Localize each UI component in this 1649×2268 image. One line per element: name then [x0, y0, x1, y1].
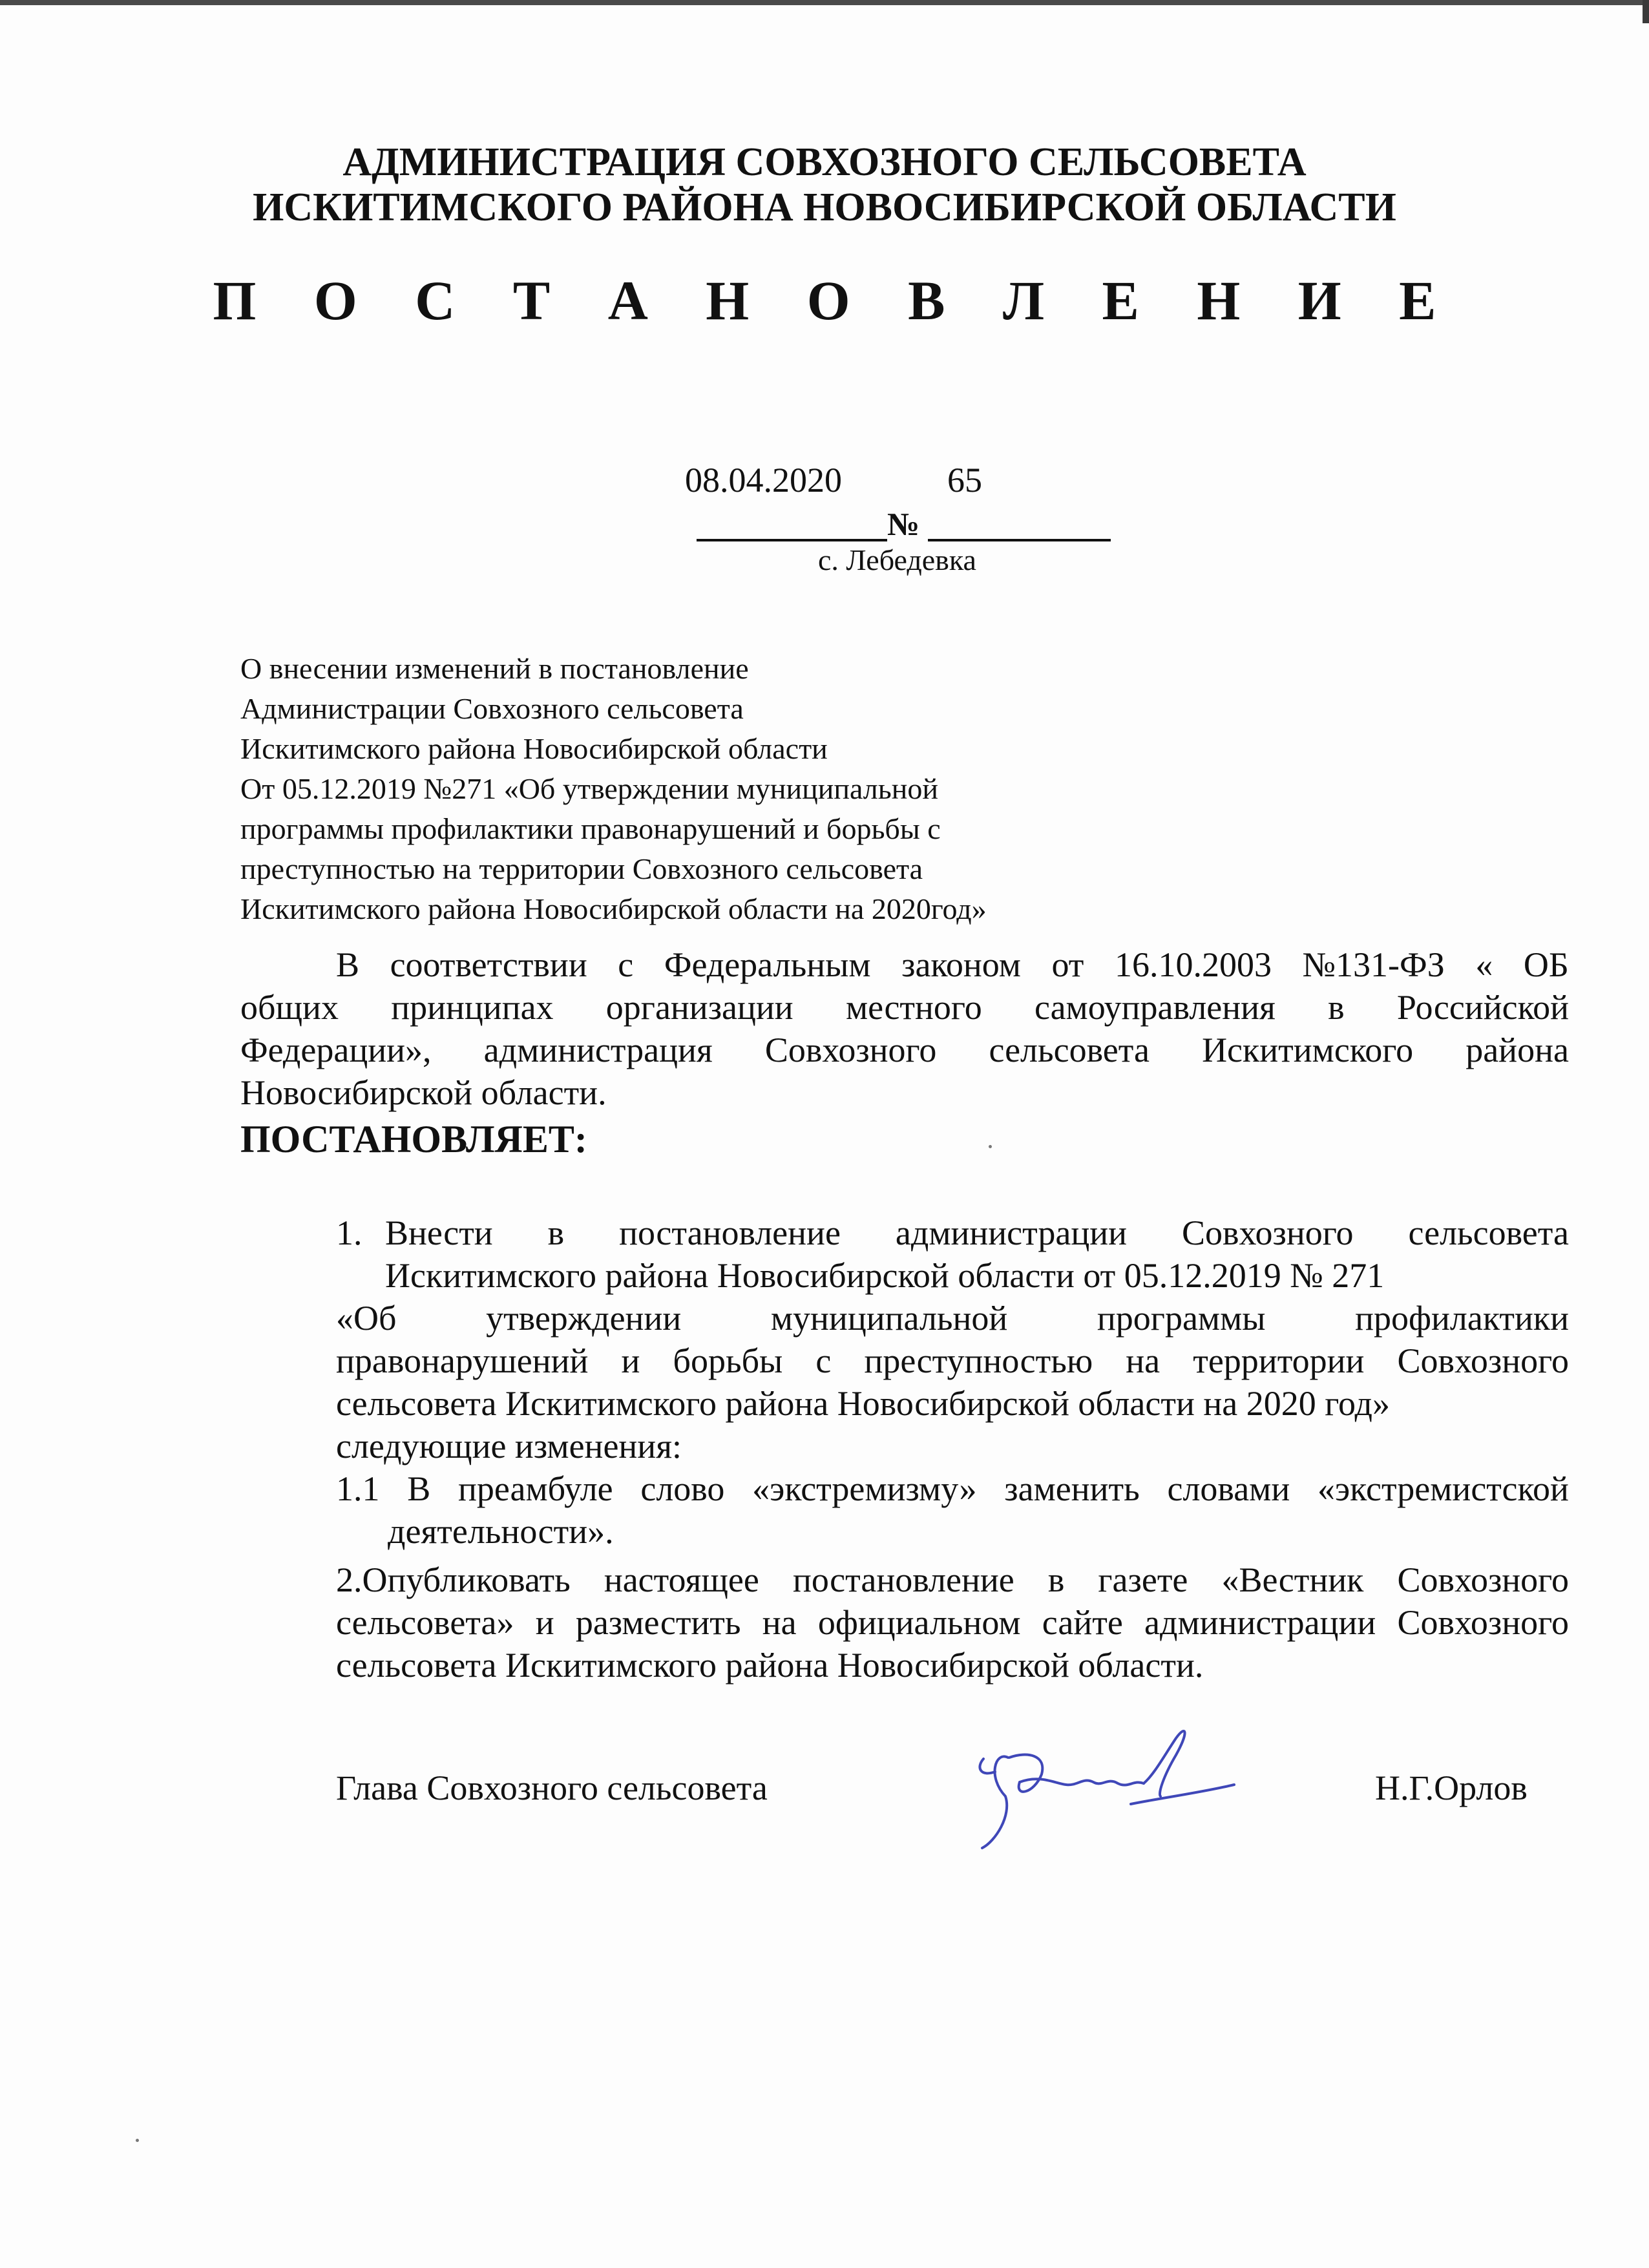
word: сельсовета	[989, 1031, 1150, 1069]
word: Совхозного	[1397, 1560, 1569, 1599]
word: словами	[1167, 1469, 1290, 1508]
item-2-line-2	[336, 1601, 1569, 1644]
word: в	[547, 1213, 565, 1252]
word: 1.1	[336, 1469, 380, 1508]
handwritten-signature	[969, 1712, 1241, 1861]
signatory-position: Глава Совхозного сельсовета	[336, 1769, 768, 1807]
word: программы	[1097, 1299, 1266, 1338]
signatory-name: Н.Г.Орлов	[1375, 1769, 1528, 1807]
word: сельсовета»	[336, 1603, 514, 1642]
preamble	[240, 943, 1569, 1114]
word: самоуправления	[1034, 988, 1276, 1027]
word: правонарушений	[336, 1341, 589, 1380]
word: на	[1126, 1341, 1161, 1380]
word: и	[621, 1341, 640, 1380]
word: В	[336, 945, 360, 984]
item-1-1-line-1	[336, 1467, 1569, 1510]
subject-line: программы профилактики правонарушений и борьбы с	[240, 812, 941, 845]
word: с	[618, 945, 634, 984]
scan-speck	[989, 1145, 992, 1148]
word: Внести	[385, 1213, 493, 1252]
word: заменить	[1004, 1469, 1140, 1508]
word: с	[815, 1341, 832, 1380]
item-1-line-3	[336, 1297, 1569, 1339]
word: профилактики	[1355, 1299, 1569, 1338]
number-underline	[928, 539, 1111, 541]
word: Совхозного	[1397, 1603, 1569, 1642]
word: администрация	[483, 1031, 713, 1069]
word: газете	[1098, 1560, 1188, 1599]
word: в	[1047, 1560, 1065, 1599]
word: администрации	[895, 1213, 1128, 1252]
word: В	[407, 1469, 431, 1508]
word: постановление	[619, 1213, 841, 1252]
scan-edge-top	[0, 0, 1649, 5]
word: на	[762, 1603, 797, 1642]
item-1-line-1	[385, 1212, 1569, 1254]
word: в	[1328, 988, 1345, 1027]
word: общих	[240, 988, 339, 1027]
word: принципах	[391, 988, 554, 1027]
item-1-line-2: Искитимского района Новосибирской области от 05.12.2019 № 271	[385, 1256, 1385, 1295]
scan-speck	[136, 2139, 139, 2142]
word: местного	[845, 988, 982, 1027]
subject-line: Искитимского района Новосибирской области на 2020год»	[240, 892, 987, 925]
preamble-line-1	[240, 943, 1569, 986]
preamble-line-2	[240, 986, 1569, 1029]
header-line-1: АДМИНИСТРАЦИЯ СОВХОЗНОГО СЕЛЬСОВЕТА	[342, 140, 1307, 184]
decree-word: ПОСТАНОВЛЯЕТ:	[240, 1118, 587, 1160]
word: «	[1475, 945, 1493, 984]
word: постановление	[792, 1560, 1014, 1599]
scan-edge-right	[1643, 0, 1649, 23]
word: «Об	[336, 1299, 397, 1338]
date-underline	[697, 539, 887, 541]
word: от	[1051, 945, 1084, 984]
word: Федеральным	[664, 945, 871, 984]
word: преамбуле	[458, 1469, 613, 1508]
header-line-2: ИСКИТИМСКОГО РАЙОНА НОВОСИБИРСКОЙ ОБЛАСТИ	[253, 185, 1396, 229]
document-number: 65	[947, 461, 982, 499]
word: «Вестник	[1221, 1560, 1364, 1599]
item-1-number: 1.	[336, 1213, 362, 1252]
word: преступностью	[864, 1341, 1093, 1380]
preamble-line-4: Новосибирской области.	[240, 1073, 607, 1112]
word: слово	[640, 1469, 725, 1508]
item-1-line-5: сельсовета Искитимского района Новосибирской области на 2020 год»	[336, 1384, 1390, 1423]
word: утверждении	[486, 1299, 682, 1338]
document-type-title: П О С Т А Н О В Л Е Н И Е	[213, 269, 1458, 331]
item-1-line-6: следующие изменения:	[336, 1427, 682, 1465]
word: организации	[605, 988, 793, 1027]
word: администрации	[1144, 1603, 1376, 1642]
document-date: 08.04.2020	[685, 461, 842, 499]
word: «экстремизму»	[752, 1469, 977, 1508]
item-2-line-3: сельсовета Искитимского района Новосибирской области.	[336, 1646, 1204, 1685]
place-of-issue: с. Лебедевка	[818, 543, 976, 576]
word: сельсовета	[1408, 1213, 1569, 1252]
word: Искитимского	[1202, 1031, 1414, 1069]
word: 16.10.2003	[1114, 945, 1272, 984]
subject-line: От 05.12.2019 №271 «Об утверждении муниципальной	[240, 772, 938, 805]
word: №131-ФЗ	[1302, 945, 1445, 984]
word: Совхозного	[1182, 1213, 1354, 1252]
word: муниципальной	[770, 1299, 1008, 1338]
word: 2.Опубликовать	[336, 1560, 571, 1599]
item-1-line-4	[336, 1339, 1569, 1382]
subject-line: О внесении изменений в постановление	[240, 652, 749, 685]
subject-block	[240, 649, 987, 929]
word: законом	[901, 945, 1021, 984]
word: разместить	[575, 1603, 741, 1642]
word: соответствии	[390, 945, 587, 984]
word: Российской	[1396, 988, 1569, 1027]
subject-line: преступностью на территории Совхозного сельсовета	[240, 852, 923, 885]
subject-line: Администрации Совхозного сельсовета	[240, 692, 744, 725]
word: ОБ	[1523, 945, 1569, 984]
word: района	[1465, 1031, 1569, 1069]
number-sign: №	[887, 506, 920, 542]
word: официальном	[817, 1603, 1021, 1642]
word: и	[535, 1603, 554, 1642]
word: «экстремистской	[1317, 1469, 1569, 1508]
item-2-line-1	[336, 1559, 1569, 1601]
preamble-line-3	[240, 1029, 1569, 1071]
word: Совхозного	[764, 1031, 937, 1069]
word: настоящее	[604, 1560, 759, 1599]
word: Федерации»,	[240, 1031, 432, 1069]
word: борьбы	[673, 1341, 783, 1380]
subject-line: Искитимского района Новосибирской области	[240, 732, 828, 765]
word: территории	[1193, 1341, 1365, 1380]
word: Совхозного	[1397, 1341, 1569, 1380]
word: сайте	[1042, 1603, 1123, 1642]
item-1-1-line-2: деятельности».	[388, 1512, 614, 1551]
